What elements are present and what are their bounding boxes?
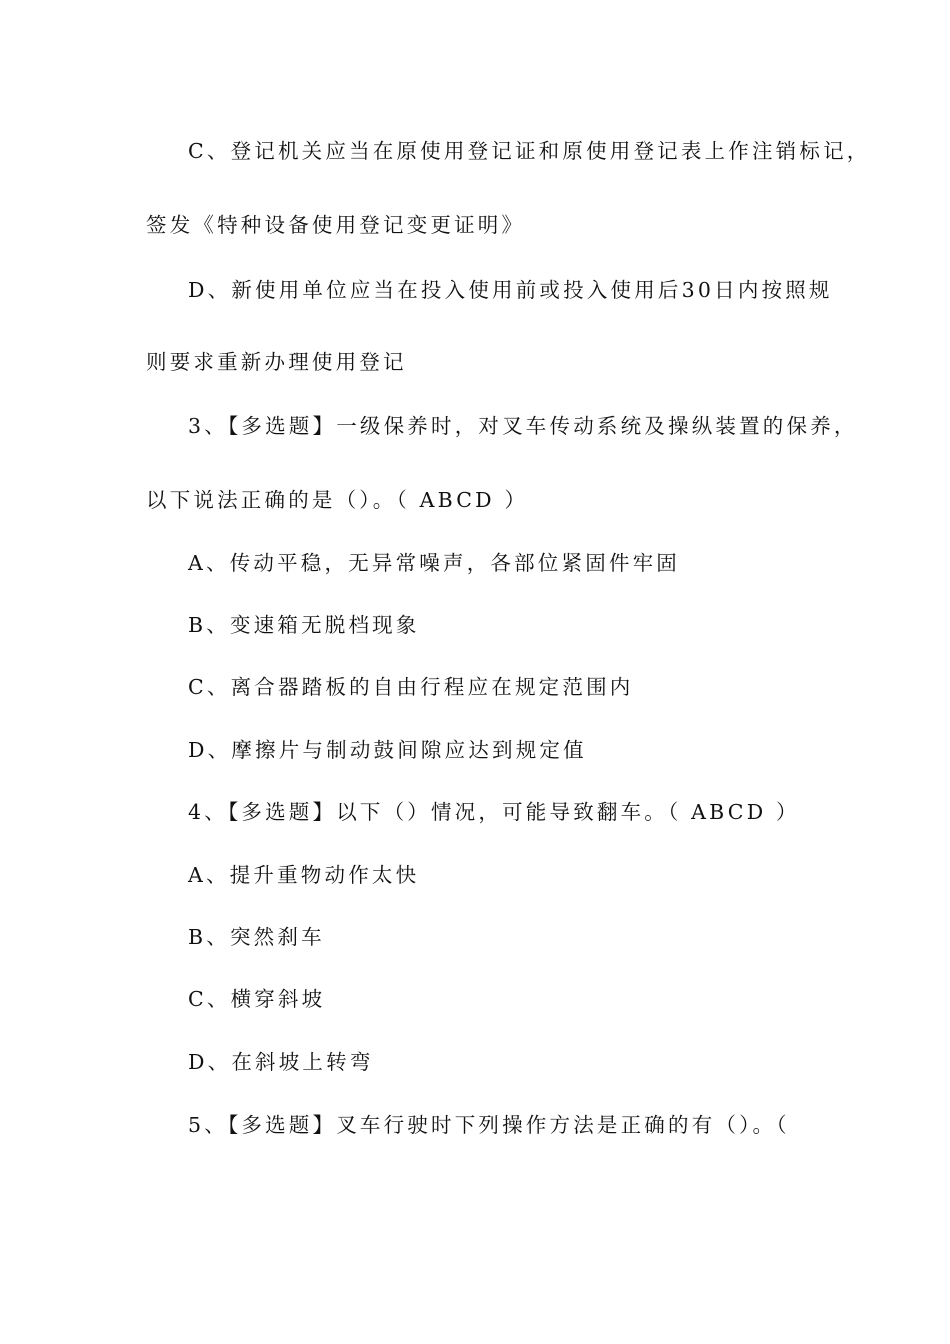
option-c-q4: C、横穿斜坡 [188, 987, 326, 1011]
option-c-q2-line1: C、登记机关应当在原使用登记证和原使用登记表上作注销标记， [188, 139, 871, 163]
question-3-line1: 3、【多选题】一级保养时，对叉车传动系统及操纵装置的保养， [188, 414, 858, 438]
option-a-q3: A、传动平稳，无异常噪声，各部位紧固件牢固 [188, 551, 681, 575]
option-d-q3: D、摩擦片与制动鼓间隙应达到规定值 [188, 738, 587, 762]
option-d-q4: D、在斜坡上转弯 [188, 1050, 374, 1074]
question-5-line1: 5、【多选题】叉车行驶时下列操作方法是正确的有（）。（ [188, 1113, 790, 1137]
option-d-q2-line1: D、新使用单位应当在投入使用前或投入使用后30日内按照规 [188, 278, 833, 302]
option-c-q2-line2: 签发《特种设备使用登记变更证明》 [146, 213, 526, 237]
question-3-line2: 以下说法正确的是（）。（ ABCD ） [146, 488, 529, 512]
option-b-q3: B、变速箱无脱档现象 [188, 613, 420, 637]
option-b-q4: B、突然刹车 [188, 925, 325, 949]
option-c-q3: C、离合器踏板的自由行程应在规定范围内 [188, 675, 634, 699]
option-a-q4: A、提升重物动作太快 [188, 863, 420, 887]
question-4: 4、【多选题】以下（）情况，可能导致翻车。（ ABCD ） [188, 800, 800, 824]
option-d-q2-line2: 则要求重新办理使用登记 [146, 350, 407, 374]
